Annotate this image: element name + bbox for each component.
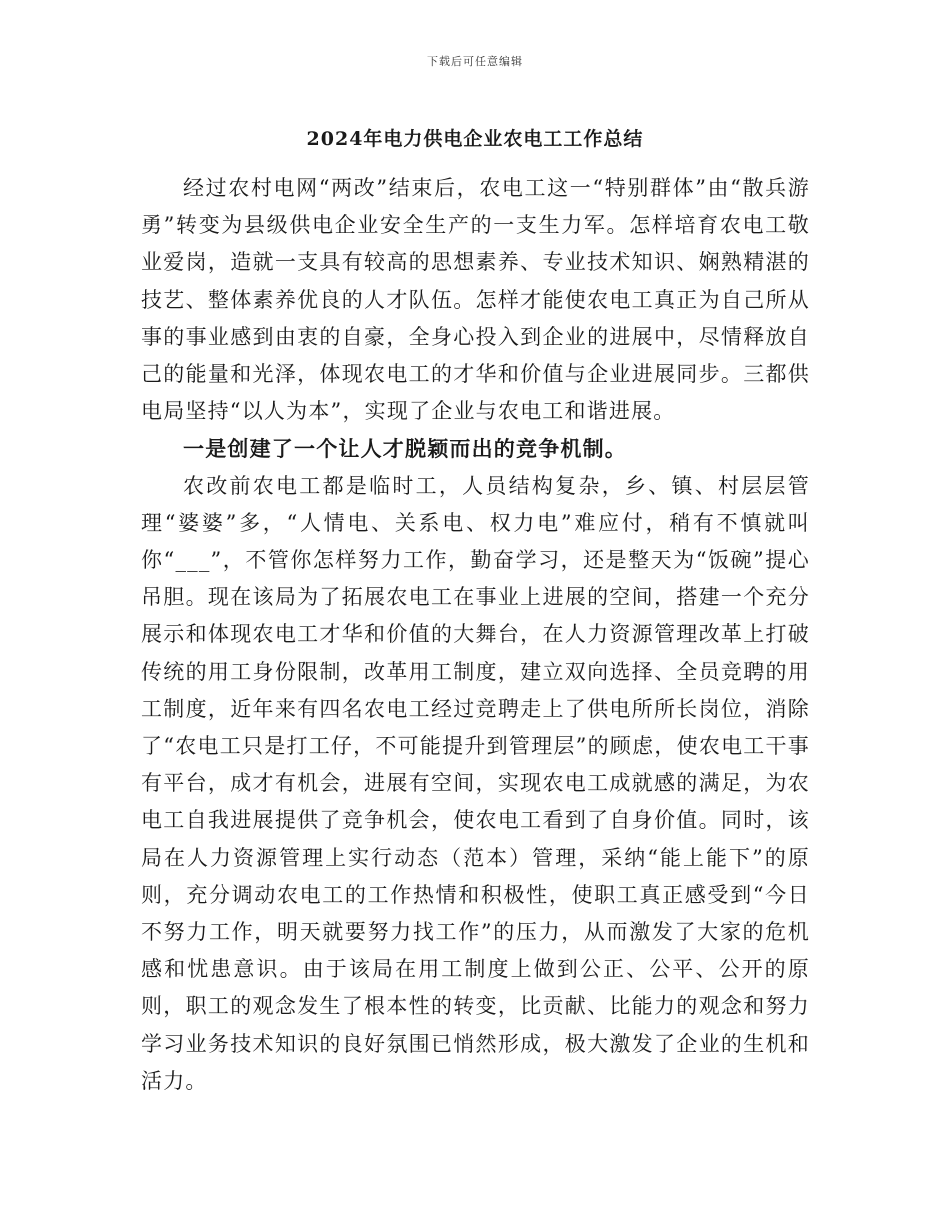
header-note: 下载后可任意编辑 (427, 55, 523, 68)
body-paragraph: 农改前农电工都是临时工，人员结构复杂，乡、镇、村层层管理“婆婆”多，“人情电、关系电、权力电”难应付，稍有不慎就叫你“___”，不管你怎样努力工作，勤奋学习，还是整天为“饭碗”提心吊胆。现在该局为了拓展农电工在事业上进展的空间，搭建一个充分展示和体现农电工才华和价值的大舞台，在人力资源管理改革上打破传统的用工身份限制，改革用工制度，建立双向选择、全员竞聘的用工制度，近年来有四名农电工经过竞聘走上了供电所所长岗位，消除了“农电工只是打工仔，不可能提升到管理层”的顾虑，使农电工干事有平台，成才有机会，进展有空间，实现农电工成就感的满足，为农电工自我进展提供了竞争机会，使农电工看到了自身价值。同时，该局在人力资源管理上实行动态（范本）管理，采纳“能上能下”的原则，充分调动农电工的工作热情和积极性，使职工真正感受到“今日不努力工作，明天就要努力找工作”的压力，从而激发了大家的危机感和忧患意识。由于该局在用工制度上做到公正、公平、公开的原则，职工的观念发生了根本性的转变，比贡献、比能力的观念和努力学习业务技术知识的良好氛围已悄然形成，极大激发了企业的生机和活力。 (141, 473, 810, 1093)
section-heading: 一是创建了一个让人才脱颖而出的竞争机制。 (183, 436, 627, 462)
document-title: 2024年电力供电企业农电工工作总结 (306, 128, 644, 150)
intro-paragraph: 经过农村电网“两改”结束后，农电工这一“特别群体”由“散兵游勇”转变为县级供电企业安全生产的一支生力军。怎样培育农电工敬业爱岗，造就一支具有较高的思想素养、专业技术知识、娴熟精湛的技艺、整体素养优良的人才队伍。怎样才能使农电工真正为自己所从事的事业感到由衷的自豪，全身心投入到企业的进展中，尽情释放自己的能量和光泽，体现农电工的才华和价值与企业进展同步。三都供电局坚持“以人为本”，实现了企业与农电工和谐进展。 (141, 176, 810, 424)
document-body (141, 170, 810, 1100)
